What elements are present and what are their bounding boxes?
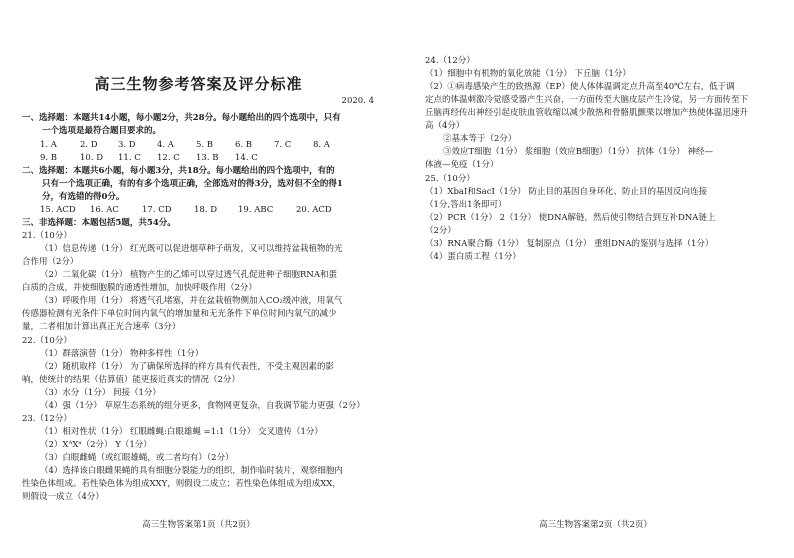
question-24-part-2-cont-2: 丘脑再经传出神经引起皮肤血管收缩以减少散热和骨骼肌颤栗以增加产热使体温迅速升 <box>425 108 749 118</box>
answer-8: 8. A <box>313 140 330 150</box>
question-24-part-2-sub-3: ③效应T细胞（1分） 浆细胞（效应B细胞）（1分） 抗体（1分） 神经— <box>443 147 713 157</box>
question-23-part-4-cont-2: 则假设一成立（4分） <box>22 492 104 502</box>
answer-1: 1. A <box>40 140 57 150</box>
section-3-header: 三、非选择题：本题包括5题，共54分。 <box>22 218 176 228</box>
question-23-part-4-cont-1: 性染色体组成。若性染色体为组成XXY，则假设二成立；若性染色体组成为组成XX， <box>22 479 341 489</box>
page-title: 高三生物参考答案及评分标准 <box>94 75 303 93</box>
date: 2020. 4 <box>341 96 374 106</box>
answer-19: 19. ABC <box>238 205 274 215</box>
answer-14: 14. C <box>235 153 258 163</box>
section-1-answers-row-1 <box>40 140 330 151</box>
answer-2: 2. D <box>80 140 98 150</box>
question-21-part-3-cont-1: 传感器检测有光条件下单位时间内氧气的增加量和无光条件下单位时间内氧气的减少 <box>22 309 337 319</box>
section-1-header: 一、选择题：本题共14小题，每小题2分，共28分。每小题给出的四个选项中，只有 <box>22 113 341 123</box>
answer-3: 3. D <box>118 140 136 150</box>
answer-5: 5. B <box>196 140 214 150</box>
answer-11: 11. C <box>118 153 141 163</box>
answer-13: 13. B <box>196 153 219 163</box>
section-2-header-cont-2: 分，有选错的得0分。 <box>42 192 125 202</box>
answer-16: 16. AC <box>90 205 119 215</box>
section-1-header-cont: 一个选项是最符合题目要求的。 <box>42 126 162 136</box>
section-2-header: 二、选择题：本题共6小题，每小题3分，共18分。每小题给出的四个选项中，有的 <box>22 166 335 176</box>
page-footer: 高三生物答案第2页（共2页） <box>539 520 652 530</box>
question-22-header: 22.（10分） <box>22 336 72 346</box>
question-25-part-4: （4）蛋白质工程（1分） <box>425 252 521 262</box>
question-25-part-2-cont: （2分） <box>425 226 456 236</box>
answer-12: 12. C <box>157 153 180 163</box>
answer-15: 15. ACD <box>40 205 76 215</box>
question-21-part-1: （1）信息传递（1分） 红光既可以促进烟草种子萌发，又可以维持盆栽植物的光 <box>40 244 343 254</box>
question-22-part-2: （2）随机取样（1分） 为了确保所选择的样方具有代表性，不受主观因素的影 <box>40 362 335 372</box>
answer-6: 6. B <box>235 140 253 150</box>
answer-9: 9. B <box>40 153 58 163</box>
question-24-header: 24.（12分） <box>425 56 475 66</box>
question-23-part-4: （4）选择该白眼雌果蝇的具有细胞分裂能力的组织，制作临时装片，观察细胞内 <box>40 466 343 476</box>
section-1-answers-row-2 <box>40 153 258 164</box>
question-24-part-2-cont-1: 定点的体温刺激冷觉感受器产生兴奋，一方面传至大脑皮层产生冷觉，另一方面传至下 <box>425 95 749 105</box>
question-21-part-3: （3）呼吸作用（1分） 将透气孔堵塞，并在盆栽植物侧加入CO₂缓冲液，用氧气 <box>40 296 343 306</box>
question-23-part-3: （3）白眼雌蝇（或红眼雄蝇，或二者均有）（2分） <box>40 453 234 463</box>
question-24-part-2-sub-2: ②基本等于（2分） <box>443 134 517 144</box>
question-21-header: 21.（10分） <box>22 231 72 241</box>
question-22-part-4: （4）强（1分） 草原生态系统的组分更多，食物网更复杂，自我调节能力更强（2分） <box>40 401 365 411</box>
section-2-answers <box>40 205 332 216</box>
question-24-part-2: （2）①病毒感染产生的致热源（EP）使人体体温调定点升高至40℃左右，低于调 <box>425 82 735 92</box>
question-23-part-2: （2）XᴬXᵃ（2分） Y（1分） <box>40 440 152 450</box>
answer-17: 17. CD <box>142 205 172 215</box>
question-23-part-1: （1）相对性状（1分） 红眼雌蝇:白眼雄蝇 =1:1（1分） 交叉遗传（1分） <box>40 427 323 437</box>
answer-page-2 <box>397 0 794 558</box>
question-22-part-3: （3）水分（1分） 间接（1分） <box>40 388 161 398</box>
question-22-part-2-cont: 响，使统计的结果（估算值）能更接近真实的情况（2分） <box>22 375 240 385</box>
question-22-part-1: （1）群落演替（1分） 物种多样性（1分） <box>40 349 204 359</box>
answer-4: 4. A <box>157 140 174 150</box>
question-21-part-2-cont: 白质的合成，并使细胞膜的通透性增加，加快呼吸作用（2分） <box>22 283 257 293</box>
answer-18: 18. D <box>194 205 218 215</box>
question-25-part-1: （1）XbaⅠ和SacⅠ（1分） 防止目的基因自身环化、防止目的基因反向连接 <box>425 187 707 197</box>
question-21-part-1-cont: 合作用（2分） <box>22 257 79 267</box>
question-25-header: 25.（10分） <box>425 174 475 184</box>
question-25-part-1-cont: （1分,答出1条即可） <box>425 200 507 210</box>
question-21-part-2: （2）二氧化碳（1分） 植物产生的乙烯可以穿过透气孔促进种子细胞RNA和蛋 <box>40 270 337 280</box>
question-24-part-2-sub-3-cont: 体液—免疫（1分） <box>425 160 499 170</box>
answer-10: 10. D <box>80 153 104 163</box>
section-2-header-cont-1: 只有一个选项正确，有的有多个选项正确，全部选对的得3分，选对但不全的得1 <box>42 179 343 189</box>
question-21-part-3-cont-2: 量，二者相加计算出真正光合速率（3分） <box>22 322 181 332</box>
question-25-part-3: （3）RNA聚合酶（1分） 复制原点（1分） 重组DNA的鉴别与选择（1分） <box>425 239 714 249</box>
question-24-part-2-cont-3: 高（4分） <box>425 121 465 131</box>
answer-20: 20. ACD <box>296 205 332 215</box>
question-25-part-2: （2）PCR（1分） 2（1分） 使DNA解链，然后使引物结合到互补DNA链上 <box>425 213 716 223</box>
question-23-header: 23.（12分） <box>22 414 72 424</box>
question-24-part-1: （1）细胞中有机物的氧化放能（1分） 下丘脑（1分） <box>425 69 631 79</box>
page-footer: 高三生物答案第1页（共2页） <box>142 520 255 530</box>
answer-7: 7. C <box>274 140 292 150</box>
